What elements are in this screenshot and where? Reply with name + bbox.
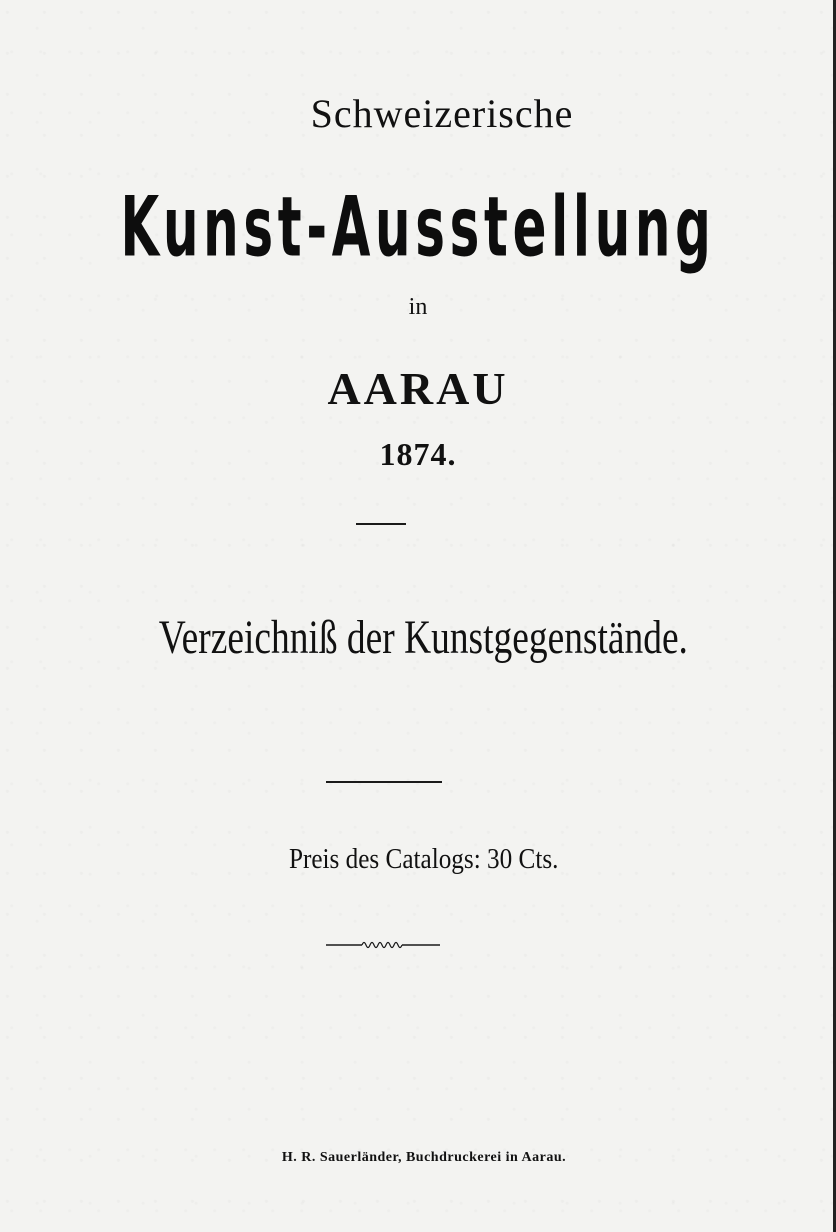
main-title: Kunst-Ausstellung: [120, 180, 716, 277]
short-divider-rule: [356, 523, 406, 525]
catalog-price: Preis des Catalogs: 30 Cts.: [288, 844, 559, 875]
catalog-subtitle: Verzeichniß der Kunstgegenstände.: [158, 611, 688, 664]
year: 1874.: [379, 436, 457, 472]
printer-imprint: H. R. Sauerländer, Buchdruckerei in Aarau.: [281, 1150, 567, 1165]
divider-rule: [326, 781, 442, 783]
wavy-ornament-rule: [326, 936, 440, 952]
city-name: AARAU: [327, 363, 509, 414]
preposition: in: [408, 294, 428, 320]
supertitle: Schweizerische: [310, 91, 574, 136]
